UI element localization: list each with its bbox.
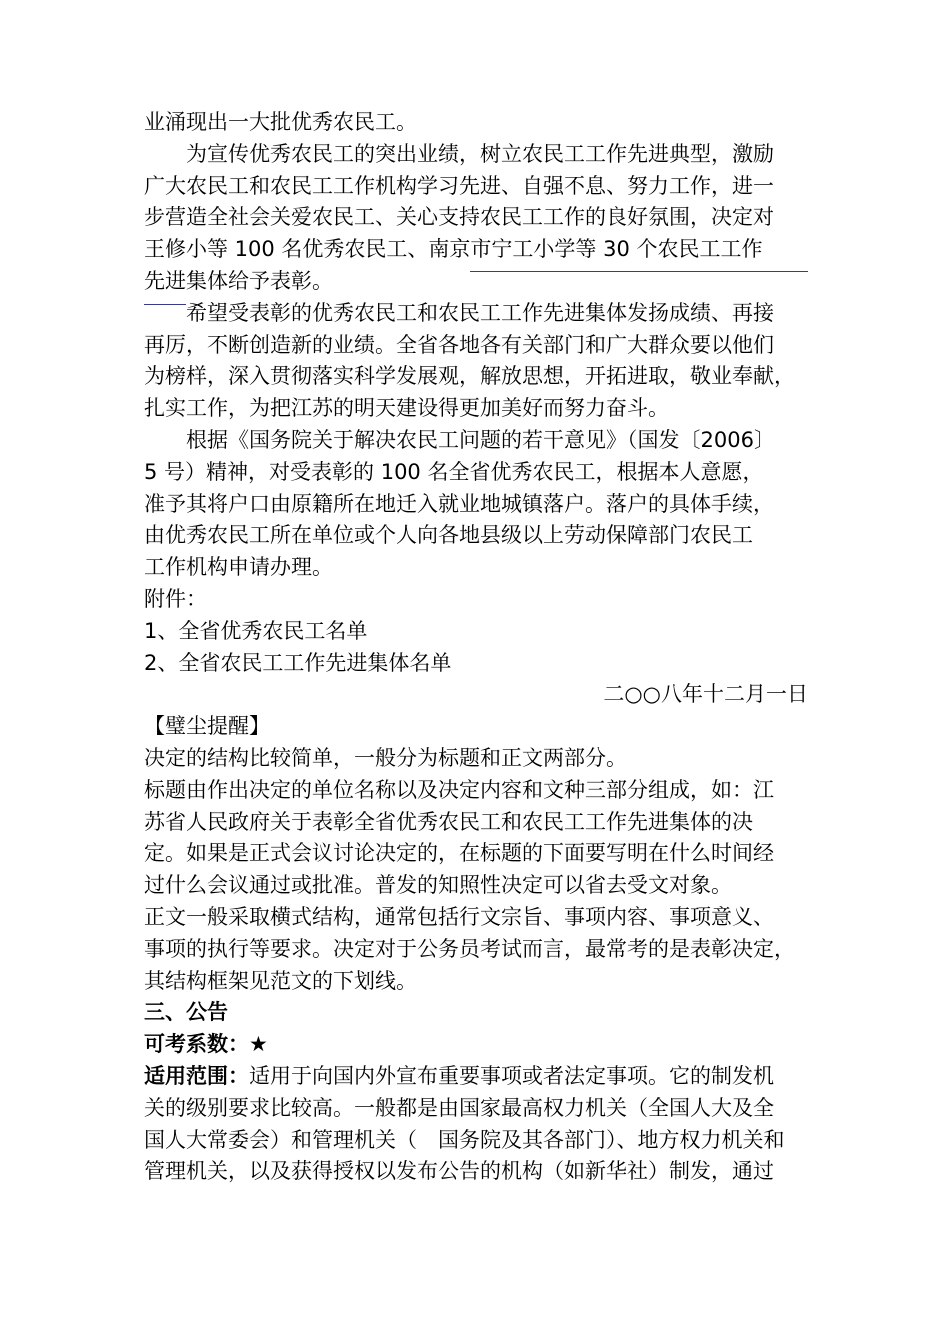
body-line: 由优秀农民工所在单位或个人向各地县级以上劳动保障部门农民工 (144, 523, 753, 548)
note-line: 苏省人民政府关于表彰全省优秀农民工和农民工工作先进集体的决 (144, 809, 753, 834)
note-line: 定。如果是正式会议讨论决定的，在标题的下面要写明在什么时间经 (144, 841, 774, 866)
note-line: 决定的结构比较简单，一般分为标题和正文两部分。 (144, 745, 627, 770)
attachment-item: 2、全省农民工工作先进集体名单 (144, 650, 452, 675)
scope-line (144, 1061, 808, 1093)
body-line: 广大农民工和农民工工作机构学习先进、自强不息、努力工作，进一 (144, 173, 774, 198)
underline-mark (470, 271, 808, 272)
body-line: 扎实工作，为把江苏的明天建设得更加美好而努力奋斗。 (144, 396, 669, 421)
body-line: 步营造全社会关爱农民工、关心支持农民工工作的良好氛围，决定对 (144, 205, 774, 230)
note-line: 标题由作出决定的单位名称以及决定内容和文种三部分组成，如：江 (144, 777, 774, 802)
underline-mark (144, 304, 186, 305)
body-line: 5 号）精神，对受表彰的 100 名全省优秀农民工，根据本人意愿， (144, 459, 764, 484)
section-heading: 三、公告 (144, 1000, 228, 1025)
body-line: 希望受表彰的优秀农民工和农民工工作先进集体发扬成绩、再接 (186, 300, 774, 325)
note-line: 事项的执行等要求。决定对于公务员考试而言，最常考的是表彰决定， (144, 936, 795, 961)
body-line: 为榜样，深入贯彻落实科学发展观，解放思想，开拓进取，敬业奉献， (144, 364, 795, 389)
body-line: 业涌现出一大批优秀农民工。 (144, 110, 417, 134)
scope-line: 关的级别要求比较高。一般都是由国家最高权力机关（全国人大及全 (144, 1095, 774, 1120)
rating-line: 可考系数：★ (144, 1032, 268, 1057)
note-heading: 【璧尘提醒】 (144, 714, 270, 739)
body-line: 根据《国务院关于解决农民工问题的若干意见》（国发〔2006〕 (186, 427, 775, 452)
attachment-heading: 附件： (144, 586, 207, 611)
attachment-item: 1、全省优秀农民工名单 (144, 618, 368, 643)
scope-line: 管理机关，以及获得授权以发布公告的机构（如新华社）制发，通过 (144, 1159, 774, 1184)
scope-label: 适用范围： (144, 1063, 249, 1088)
body-line: 为宣传优秀农民工的突出业绩，树立农民工工作先进典型，激励 (186, 141, 774, 166)
document-page (144, 107, 808, 1188)
body-line: 准予其将户口由原籍所在地迁入就业地城镇落户。落户的具体手续， (144, 491, 774, 516)
body-line: 工作机构申请办理。 (144, 555, 333, 580)
scope-line: 国人大常委会）和管理机关（ 国务院及其各部门）、地方权力机关和 (144, 1127, 785, 1152)
body-line: 再厉，不断创造新的业绩。全省各地各有关部门和广大群众要以他们 (144, 332, 774, 357)
note-line: 其结构框架见范文的下划线。 (144, 968, 417, 993)
note-line: 正文一般采取横式结构，通常包括行文宗旨、事项内容、事项意义、 (144, 904, 774, 929)
body-line: 王修小等 100 名优秀农民工、南京市宁工小学等 30 个农民工工作 (144, 237, 763, 262)
scope-text: 适用于向国内外宣布重要事项或者法定事项。它的制发机 (249, 1063, 774, 1088)
body-line: 先进集体给予表彰。 (144, 268, 333, 293)
document-date: 二○○八年十二月一日 (603, 682, 808, 707)
note-line: 过什么会议通过或批准。普发的知照性决定可以省去受文对象。 (144, 873, 732, 898)
